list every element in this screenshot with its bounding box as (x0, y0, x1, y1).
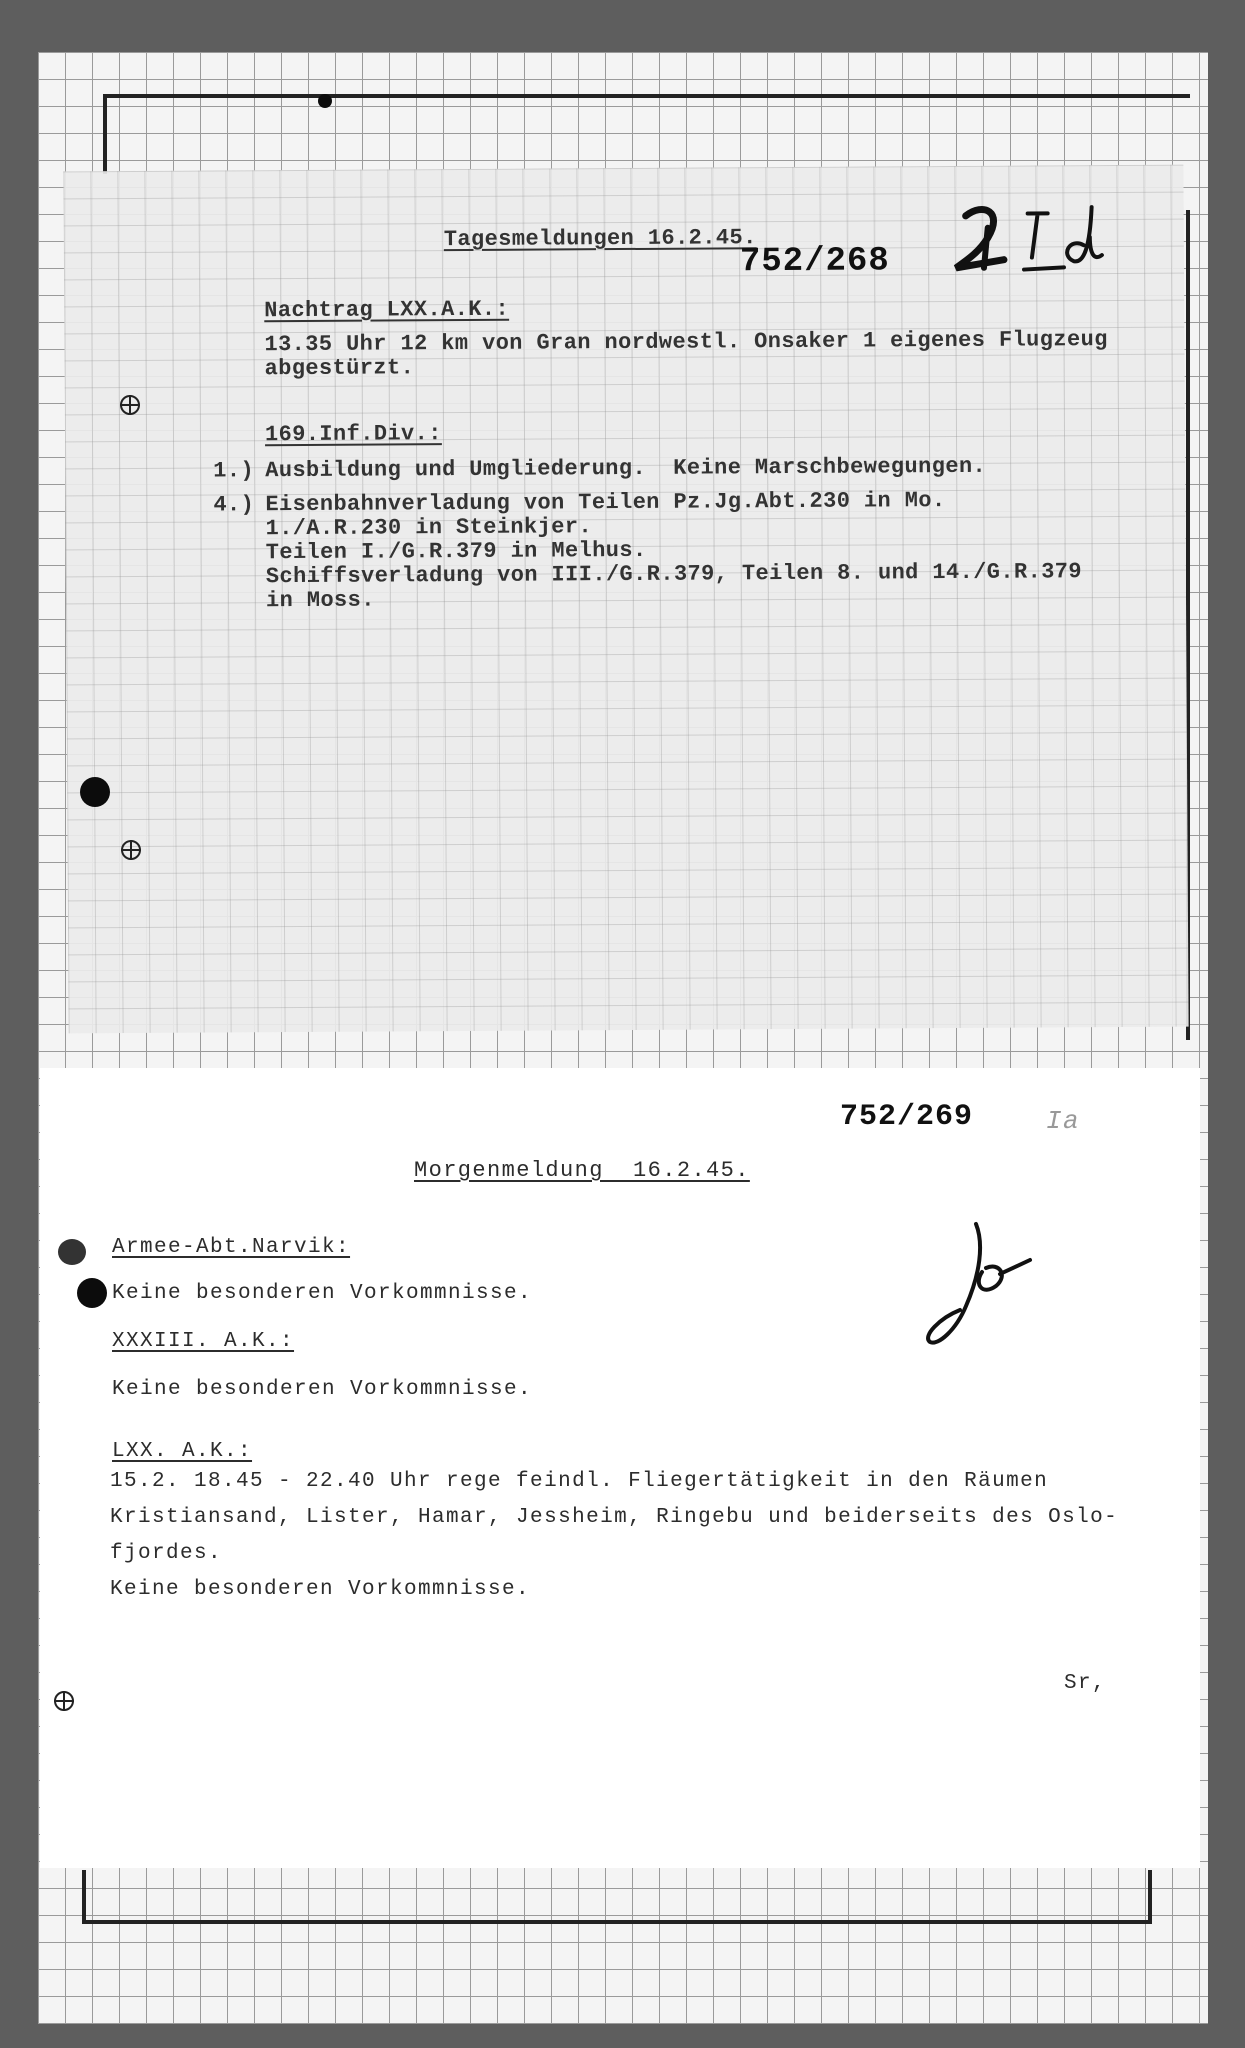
lower-report-title: Morgenmeldung 16.2.45. (414, 1158, 750, 1183)
report-line: Keine besonderen Vorkommnisse. (110, 1578, 531, 1601)
small-dot-mark (318, 94, 332, 108)
frame-line-left (103, 94, 107, 174)
upper-doc-number: 752/268 (739, 242, 890, 282)
report-line: 15.2. 18.45 - 22.40 Uhr rege feindl. Fliegertätigkeit in den Räumen (110, 1470, 1049, 1493)
report-line: Ausbildung und Umgliederung. Keine Marschbewegungen. (265, 453, 987, 484)
upper-handwritten-annotation (944, 197, 1125, 288)
report-line: Schiffsverladung von III./G.R.379, Teilen 8. und 14./G.R.379 (265, 559, 1083, 590)
frame-line-top (105, 94, 1190, 98)
frame-line-bottom (82, 1920, 1152, 1924)
lower-report-card (40, 1068, 1200, 1868)
section-heading-xxxiii-ak: XXXIII. A.K.: (112, 1330, 295, 1353)
upper-report-card (63, 165, 1188, 1034)
item-number: 4.) (213, 492, 255, 518)
section-heading-169-inf-div: 169.Inf.Div.: (264, 421, 442, 448)
report-line: Keine besonderen Vorkommnisse. (112, 1282, 533, 1305)
frame-line-bottom-left (82, 1870, 86, 1922)
registration-crosshair-icon (52, 1689, 76, 1713)
report-line: 13.35 Uhr 12 km von Gran nordwestl. Onsaker 1 eigenes Flugzeug (264, 327, 1108, 358)
signoff-initials: Sr, (1064, 1672, 1107, 1695)
report-line: Teilen I./G.R.379 in Melhus. (265, 537, 647, 566)
registration-crosshair-icon (119, 838, 143, 862)
section-heading-armee-abt-narvik: Armee-Abt.Narvik: (112, 1236, 351, 1259)
lower-doc-number: 752/269 (840, 1100, 974, 1134)
punch-hole (77, 1278, 107, 1308)
punch-hole (80, 777, 110, 807)
report-line: abgestürzt. (264, 355, 415, 382)
report-line: Keine besonderen Vorkommnisse. (112, 1378, 533, 1401)
punch-hole (58, 1239, 86, 1265)
report-line: Eisenbahnverladung von Teilen Pz.Jg.Abt.230 in Mo. (265, 488, 946, 518)
section-heading-lxx-ak: LXX. A.K.: (112, 1440, 253, 1463)
item-number: 1.) (213, 458, 255, 484)
report-line: fjordes. (110, 1542, 223, 1565)
registration-crosshair-icon (118, 393, 142, 417)
lower-annotation: Ia (1046, 1106, 1081, 1136)
report-line: in Moss. (265, 587, 375, 614)
handwritten-initials (920, 1214, 1040, 1354)
report-line: 1./A.R.230 in Steinkjer. (265, 514, 593, 542)
upper-report-title: Tagesmeldungen 16.2.45. (443, 225, 757, 253)
frame-line-bottom-right (1148, 1870, 1152, 1922)
report-line: Kristiansand, Lister, Hamar, Jessheim, Ringebu und beiderseits des Oslo- (110, 1506, 1119, 1529)
section-heading-nachtrag: Nachtrag LXX.A.K.: (264, 296, 510, 324)
